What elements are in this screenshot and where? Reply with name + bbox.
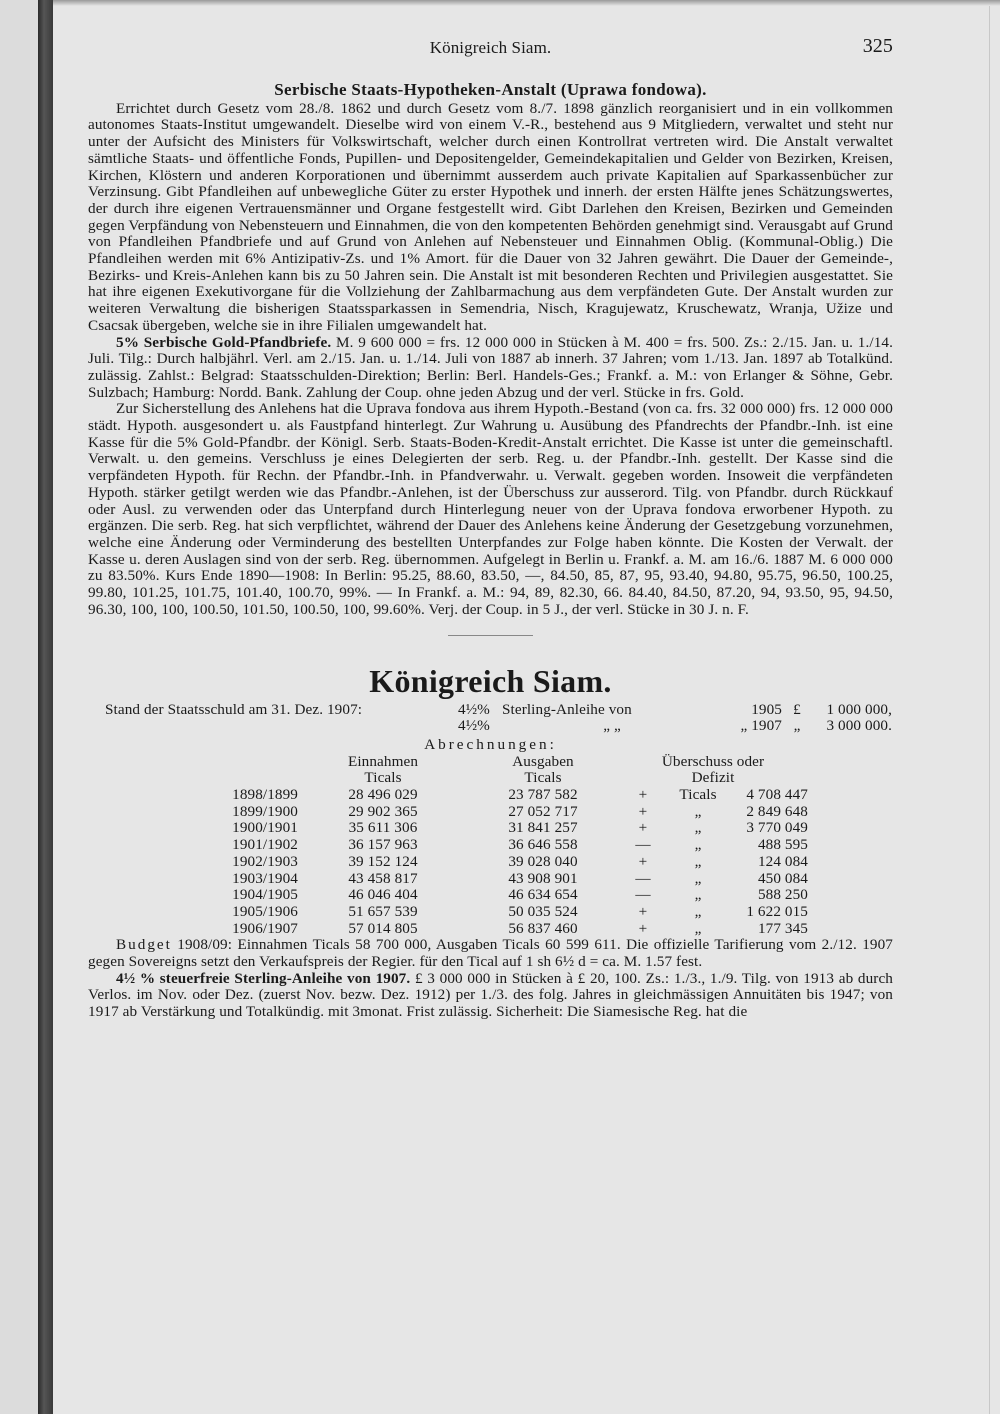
debt-row: [88, 702, 893, 719]
row-einnahmen: 29 902 365: [348, 802, 418, 820]
row-year: 1904/1905: [232, 886, 298, 904]
sterling-loan-title: 4½ % steuerfreie Sterling-Anleihe von 1907.: [116, 969, 411, 987]
debt-amount: 1 000 000,: [826, 700, 892, 718]
row-balance: 1 622 015: [746, 902, 808, 920]
budget-paragraph: [88, 937, 893, 970]
row-year: 1900/1901: [232, 819, 298, 837]
table-header-row: [88, 754, 808, 771]
row-unit: „: [694, 802, 702, 820]
row-sign: —: [635, 886, 651, 904]
debt-amount: 3 000 000.: [826, 717, 892, 735]
siam-section-title: Königreich Siam.: [369, 662, 612, 699]
row-year: 1905/1906: [232, 902, 298, 920]
row-balance: 588 250: [757, 886, 808, 904]
row-balance: 2 849 648: [746, 802, 808, 820]
table-row: [88, 887, 808, 904]
row-sign: +: [638, 902, 648, 920]
running-head: [88, 35, 893, 68]
row-ausgaben: 56 837 460: [508, 919, 578, 937]
row-ausgaben: 43 908 901: [508, 869, 578, 887]
table-row: [88, 787, 808, 804]
sterling-loan-text: £ 3 000 000 in Stücken à £ 20, 100. Zs.: 1./3., 1./9. Tilg. von 1913 ab durch Verlos. im Nov. oder Dez. (zuerst Nov. bezw. Dez. 1912) per 1./3. des folg. Jahres in gleichmässigen Annuitäten bis 1947; von 1917 ab Verstärkung und Totalkündig. mit 3monat. Frist zulässig. Sicherheit: Die Siamesische Reg. hat die: [88, 969, 894, 1021]
page-edge-line: [989, 0, 990, 1414]
row-einnahmen: 35 611 306: [348, 819, 418, 837]
accounts-title: Abrechnungen:: [424, 735, 557, 753]
row-unit: „: [694, 819, 702, 837]
row-einnahmen: 36 157 963: [348, 836, 418, 854]
row-ausgaben: 39 028 040: [508, 852, 578, 870]
row-einnahmen: 39 152 124: [348, 852, 418, 870]
debt-name: „ „: [603, 717, 621, 735]
row-unit: „: [694, 919, 702, 937]
book-binding-edge: [38, 0, 53, 1414]
section-separator: [448, 635, 533, 636]
debt-year: „ 1907: [740, 717, 782, 735]
row-ausgaben: 27 052 717: [508, 802, 578, 820]
running-head-title: Königreich Siam.: [429, 38, 552, 57]
debt-rate: 4½%: [458, 717, 490, 735]
table-row: [88, 871, 808, 888]
row-balance: 3 770 049: [746, 819, 808, 837]
row-unit: „: [694, 869, 702, 887]
row-einnahmen: 46 046 404: [348, 886, 418, 904]
serbia-gold-bond-paragraph: [88, 335, 893, 402]
debt-row: [88, 718, 893, 735]
row-balance: 177 345: [757, 919, 808, 937]
debt-year: 1905: [751, 700, 782, 718]
gold-bond-title: 5% Serbische Gold-Pfandbriefe.: [116, 333, 332, 351]
row-unit: „: [694, 852, 702, 870]
subheader-defizit: Defizit: [691, 769, 735, 787]
row-balance: 4 708 447: [746, 786, 808, 804]
subheader-ausgaben: Ticals: [524, 769, 562, 787]
sterling-loan-paragraph: [88, 971, 893, 1021]
row-sign: +: [638, 802, 648, 820]
debt-currency: £: [793, 700, 801, 718]
table-row: [88, 921, 808, 938]
row-einnahmen: 43 458 817: [348, 869, 418, 887]
header-einnahmen: Einnahmen: [347, 752, 419, 770]
row-balance: 488 595: [757, 836, 808, 854]
row-year: 1898/1899: [232, 786, 298, 804]
table-row: [88, 804, 808, 821]
row-ausgaben: 36 646 558: [508, 836, 578, 854]
table-row: [88, 904, 808, 921]
row-ausgaben: 23 787 582: [508, 786, 578, 804]
serbia-paragraph-institution: Errichtet durch Gesetz vom 28./8. 1862 und durch Gesetz vom 8./7. 1898 gänzlich reorganisiert und in ein vollkommen autonomes Staats-Institut umgewandelt. Dieselbe wird von einem V.-R., bestehend aus 9 Mitgliedern, verwaltet und steht nur unter der Aufsicht des Ministers für Volkswirtschaft, welcher durch einen Kontrollrat vertreten wird. Die Anstalt verwaltet sämtliche Staats- und öffentliche Fonds, Pupillen- und Depositengelder, Gemeindekapitalien und Gelder von Bezirken, Kreisen, Kirchen, Klöstern und anderen Korporationen und übernimmt ausserdem auch private Kapitalien auf Sparkassenbücher zur Verzinsung. Gibt Pfandleihen auf unbewegliche Güter zu erster Hypothek und innerh. der ersten Hälfte jenes Schätzungswertes, der durch ihre eigenen Vertrauensmänner und Organe festgestellt wird. Gibt Darlehen den Kreisen, Bezirken und Gemeinden gegen Verpfändung von Nebensteuern und Einnahmen, die von den kompetenten Behörden genehmigt sind. Verausgabt auf Grund von Pfandleihen Pfandbriefe und auf Grund von Anlehen auf Nebensteuer und Einnahmen Oblig. (Kommunal-Oblig.) Die Pfandleihen werden mit 6% Antizipativ-Zs. und 1% Amort. für die Dauer von 32 Jahren gewährt. Die Dauer der Gemeinde-, Bezirks- und Kreis-Anlehen kann bis zu 50 Jahren sein. Die Anstalt ist mit besonderen Rechten und Privilegien ausgestattet. Sie hat ihre eigenen Exekutivorgane für die Vollziehung der Zahlbarmachung aus dem verpfändeten Gute. Der Anstalt wurden zur weiteren Verwaltung die bisherigen Staatssparkassen in Semendria, Nisch, Kragujewatz, Kruschewatz, Wranja, Užize und Csacsak übergeben, welche sie in ihre Filialen umgewandelt hat.: [88, 99, 893, 334]
serbia-security-paragraph: Zur Sicherstellung des Anlehens hat die Uprava fondova aus ihrem Hypoth.-Bestand (von ca. frs. 32 000 000) frs. 12 000 000 städt. Hypoth. ausgesondert u. als Faustpfand hinterlegt. Zur Wahrung u. Ausübung des Pfandrechts der Pfandbr.-Inh. ist eine Kasse für die 5% Gold-Pfandbr. der Königl. Serb. Staats-Boden-Kredit-Anstalt errichtet. Die Kasse ist unter die gemeinschaftl. Verwalt. u. den gemeins. Verschluss je eines Delegierten der serb. Reg. u. der Pfandbr.-Inh. gestellt. Der Kasse sind die verpfändeten Hypoth. für Rechn. der Pfandbr.-Inh. in Pfandverwahr. u. Verwalt. gegeben worden. Insoweit die verpfändeten Hypoth. stärker getilgt werden wie das Pfandbr.-Anlehen, ist der Überschuss zur ausserord. Tilg. von Pfandbr. durch Rückkauf oder Ausl. zu verwenden oder das Unterpfand durch Hinterlegung neuer von der Uprava fondova erworbener Hypoth. zu ergänzen. Die serb. Reg. hat sich verpflichtet, während der Dauer des Anlehens keine Änderung der Gesetzgebung vorzunehmen, welche eine Änderung oder Verminderung des bestellten Unterpfandes zur Folge haben könnte. Die Kosten der Verwalt. der Kasse u. deren Auslagen sind von der serb. Reg. übernommen. Aufgelegt in Berlin u. Frankf. a. M. am 16./6. 1887 M. 6 000 000 zu 83.50%. Kurs Ende 1890—1908: In Berlin: 95.25, 88.60, 83.50, —, 84.50, 85, 87, 95, 93.40, 94.80, 95.75, 96.50, 100.25, 99.80, 101.25, 101.75, 101.40, 100.70, 99%. — In Frankf. a. M.: 94, 89, 82.30, 66. 84.40, 84.50, 87.20, 94, 93.50, 95, 94.50, 96.30, 100, 100, 100.50, 101.50, 100.50, 100, 99.60%. Verj. der Coup. in 5 J., der verl. Stücke in 30 J. n. F.: [88, 400, 893, 618]
row-year: 1902/1903: [232, 852, 298, 870]
row-year: 1899/1900: [232, 802, 298, 820]
row-unit: Ticals: [679, 786, 717, 804]
row-year: 1903/1904: [232, 869, 298, 887]
debt-currency: „: [793, 717, 801, 735]
row-year: 1901/1902: [232, 836, 298, 854]
row-sign: +: [638, 786, 648, 804]
row-einnahmen: 57 014 805: [348, 919, 418, 937]
page-top-shadow: [53, 0, 1000, 6]
row-sign: —: [635, 836, 651, 854]
budget-text: 1908/09: Einnahmen Ticals 58 700 000, Ausgaben Ticals 60 599 611. Die offizielle Tarifierung vom 2./12. 1907 gegen Sovereigns setzt den Verkaufspreis der Regier. für den Tical auf 1 sh 6½ d = ca. M. 1.57 fest.: [88, 936, 893, 971]
table-row: [88, 820, 808, 837]
row-balance: 450 084: [757, 869, 808, 887]
row-unit: „: [694, 886, 702, 904]
table-subheader-row: [88, 770, 808, 787]
row-einnahmen: 28 496 029: [348, 786, 418, 804]
accounts-table-body: [88, 787, 808, 937]
row-sign: +: [638, 919, 648, 937]
header-ausgaben: Ausgaben: [512, 752, 574, 770]
row-einnahmen: 51 657 539: [348, 902, 418, 920]
row-unit: „: [694, 836, 702, 854]
subheader-einnahmen: Ticals: [364, 769, 402, 787]
row-sign: —: [635, 869, 651, 887]
row-sign: +: [638, 852, 648, 870]
row-unit: „: [694, 902, 702, 920]
debt-rate: 4½%: [458, 700, 490, 718]
budget-label: Budget: [116, 936, 172, 954]
page-content: [88, 35, 894, 1021]
header-ueberschuss: Überschuss oder: [661, 752, 765, 770]
row-ausgaben: 31 841 257: [508, 819, 578, 837]
accounts-table: [88, 754, 808, 938]
row-balance: 124 084: [757, 852, 808, 870]
row-ausgaben: 50 035 524: [508, 902, 578, 920]
serbia-section-title: Serbische Staats-Hypotheken-Anstalt (Uprawa fondowa).: [274, 80, 707, 99]
table-row: [88, 854, 808, 871]
scan-margin: [0, 0, 38, 1414]
page-number: 325: [862, 35, 893, 57]
gold-bond-text: M. 9 600 000 = frs. 12 000 000 in Stücken à M. 400 = frs. 500. Zs.: 2./15. Jan. u. 1./14. Juli. Tilg.: Durch halbjährl. Verl. am 2./15. Jan. u. 1./14. Juli von 1887 ab innerh. 37 Jahren; vom 1./13. Jan. 1897 ab Totalkünd. zulässig. Zahlst.: Belgrad: Staatsschulden-Direktion; Berlin: Berl. Handels-Ges.; Frankf. a. M.: von Erlanger & Söhne, Gebr. Sulzbach; Hamburg: Nordd. Bank. Zahlung der Coup. ohne jeden Abzug und der verl. Stücke in frs. Gold.: [88, 333, 893, 401]
table-row: [88, 837, 808, 854]
row-sign: +: [638, 819, 648, 837]
debt-name: Sterling-Anleihe von: [502, 700, 632, 718]
row-ausgaben: 46 634 654: [508, 886, 578, 904]
debt-intro: Stand der Staatsschuld am 31. Dez. 1907:: [105, 700, 363, 718]
row-year: 1906/1907: [232, 919, 298, 937]
